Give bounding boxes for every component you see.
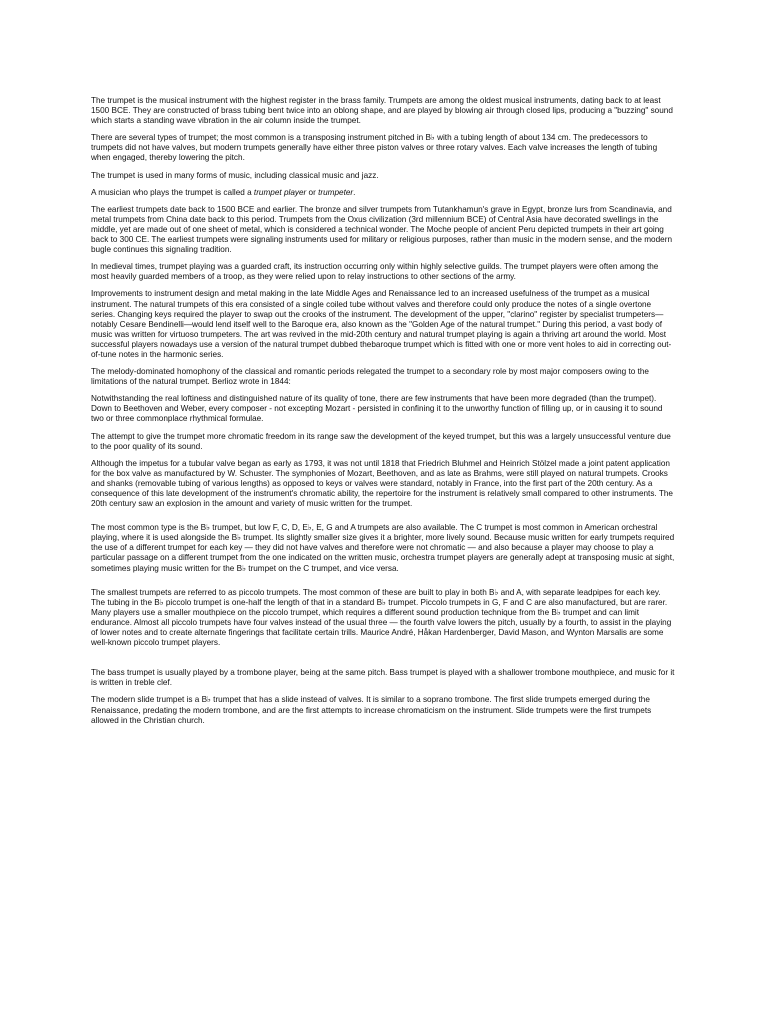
term-trumpet-player: trumpet player — [253, 187, 307, 197]
paragraph-medieval: In medieval times, trumpet playing was a guarded craft, its instruction occurring only within highly selective guilds. The trumpet players were often among the most heavily guarded members of a troop, as they were relied upon to relay instructions to other sections of the army. — [91, 262, 659, 282]
paragraph-earliest-trumpets: The earliest trumpets date back to 1500 BCE and earlier. The bronze and silver trumpets from Tutankhamun's grave in Egypt, bronze lurs from Scandinavia, and metal trumpets from China date back to this period. Trumpets from the Oxus civilization (3rd millennium BCE) of Central Asia have decorated swellings in the middle, yet are made out of one sheet of metal, which is considered a technical wonder. The Moche people of ancient Peru depicted trumpets in their art going back to 300 CE. The earliest trumpets were signaling instruments used for military or religious purposes, rather than music in the modern sense, and the modern bugle continues this signaling tradition. — [91, 204, 672, 255]
document-body — [91, 96, 675, 733]
paragraph-usage: The trumpet is used in many forms of music, including classical music and jazz. — [91, 170, 379, 180]
paragraph-classical-romantic: The melody-dominated homophony of the classical and romantic periods relegated the trumpet to a secondary role by most major composers owing to the limitations of the natural trumpet. Berlioz wrote in 1844: — [91, 367, 649, 387]
paragraph-keyed-trumpet: The attempt to give the trumpet more chromatic freedom in its range saw the development of the keyed trumpet, but this was a largely unsuccessful venture due to the poor quality of its sound. — [91, 431, 671, 451]
player-sentence-joiner: or — [306, 187, 319, 197]
paragraph-slide-trumpet: The modern slide trumpet is a B♭ trumpet that has a slide instead of valves. It is similar to a soprano trombone. The first slide trumpets emerged during the Renaissance, predating the modern trombone, and are the first attempts to increase chromaticism on the instrument. Slide trumpets were the first trumpets allowed in the Christian church. — [91, 695, 652, 725]
player-sentence-suffix: . — [353, 187, 356, 197]
paragraph-bass-trumpet: The bass trumpet is usually played by a trombone player, being at the same pitch. Bass trumpet is played with a shallower trombone mouthpiece, and music for it is written in treble clef. — [91, 668, 675, 688]
player-sentence-prefix: A musician who plays the trumpet is called a — [91, 187, 254, 197]
paragraph-piccolo: The smallest trumpets are referred to as piccolo trumpets. The most common of these are built to play in both B♭ and A, with separate leadpipes for each key. The tubing in the B♭ piccolo trumpet is one-half the length of that in a standard B♭ trumpet. Piccolo trumpets in G, F and C are also manufactured, but are rarer. Many players use a smaller mouthpiece on the piccolo trumpet, which requires a different sound production technique from the B♭ trumpet and can limit endurance. Almost all piccolo trumpets have four valves instead of the usual three — the fourth valve lowers the pitch, usually by a fourth, to assist in the playing of lower notes and to create alternate fingerings that facilitate certain trills. Maurice André, Håkan Hardenberger, David Mason, and Wynton Marsalis are some well-known piccolo trumpet players. — [91, 587, 672, 648]
paragraph-berlioz-quote: Notwithstanding the real loftiness and distinguished nature of its quality of tone, there are few instruments that have been more degraded (than the trumpet). Down to Beethoven and Weber, every composer - not excepting Mozart - persisted in confining it to the unworthy function of filling up, or in causing it to sound two or three commonplace rhythmical formulae. — [91, 394, 663, 424]
paragraph-player-name — [91, 188, 675, 198]
paragraph-types-overview: There are several types of trumpet; the most common is a transposing instrument pitched in B♭ with a tubing length of about 134 cm. The predecessors to trumpets did not have valves, but modern trumpets generally have either three piston valves or three rotary valves. Each valve increases the length of tubing when engaged, thereby lowering the pitch. — [91, 133, 658, 163]
paragraph-common-types: The most common type is the B♭ trumpet, but low F, C, D, E♭, E, G and A trumpets are also available. The C trumpet is most common in American orchestral playing, where it is used alongside the B♭ trumpet. Its slightly smaller size gives it a brighter, more lively sound. Because music written for early trumpets required the use of a different trumpet for each key — they did not have valves and therefore were not chromatic — and also because a player may choose to play a particular passage on a different trumpet from the one indicated on the written music, orchestra trumpet players are generally adept at transposing music at sight, sometimes playing music written for the B♭ trumpet on the C trumpet, and vice versa. — [91, 523, 675, 573]
paragraph-intro: The trumpet is the musical instrument with the highest register in the brass family. Trumpets are among the oldest musical instruments, dating back to at least 1500 BCE. They are constructed of brass tubing bent twice into an oblong shape, and are played by blowing air through closed lips, producing a "buzzing" sound which starts a standing wave vibration in the air column inside the trumpet. — [91, 96, 673, 126]
paragraph-renaissance: Improvements to instrument design and metal making in the late Middle Ages and Renaissance led to an increased usefulness of the trumpet as a musical instrument. The natural trumpets of this era consisted of a single coiled tube without valves and therefore could only produce the notes of a single overtone series. Changing keys required the player to swap out the crooks of the instrument. The development of the upper, "clarino" register by specialist trumpeters—notably Cesare Bendinelli—would lend itself well to the Baroque era, also known as the "Golden Age of the natural trumpet." During this period, a vast body of music was written for virtuoso trumpeters. The art was revived in the mid-20th century and natural trumpet playing is again a thriving art around the world. Most successful players nowadays use a version of the natural trumpet dubbed thebaroque trumpet which is fitted with one or more vent holes to aid in correcting out-of-tune notes in the harmonic series. — [91, 289, 672, 359]
paragraph-valves: Although the impetus for a tubular valve began as early as 1793, it was not until 1818 that Friedrich Bluhmel and Heinrich Stölzel made a joint patent application for the box valve as manufactured by W. Schuster. The symphonies of Mozart, Beethoven, and as late as Brahms, were still played on natural trumpets. Crooks and shanks (removable tubing of various lengths) as opposed to keys or valves were standard, notably in France, into the first part of the 20th century. As a consequence of this late development of the instrument's chromatic ability, the repertoire for the instrument is relatively small compared to other instruments. The 20th century saw an explosion in the amount and variety of music written for the trumpet. — [91, 458, 673, 509]
term-trumpeter: trumpeter — [318, 187, 354, 197]
